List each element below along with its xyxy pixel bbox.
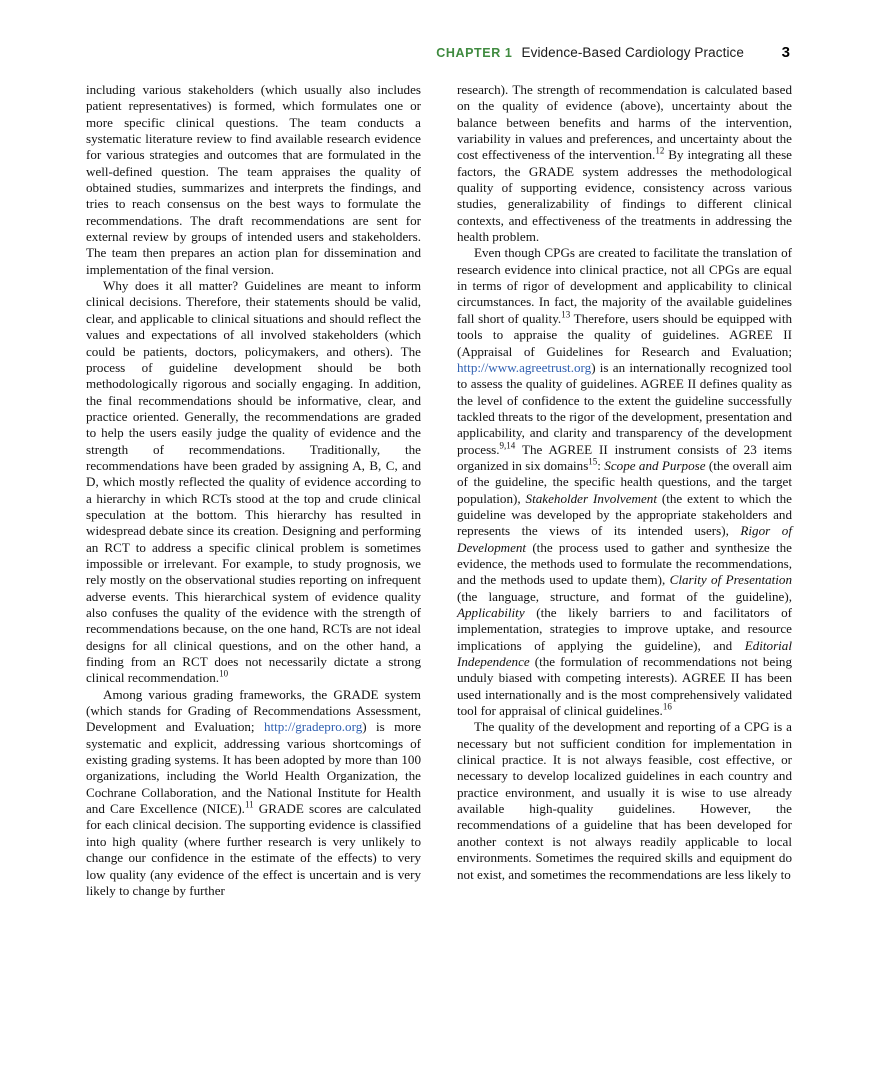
- paragraph-grade-system: [86, 687, 421, 899]
- footnote-ref-12: 12: [655, 146, 665, 157]
- paragraph-text-d: The AGREE II instrument consists of 23 items organized in six domains: [457, 441, 792, 473]
- domain-editorial-independence: Editorial Independence: [457, 637, 792, 670]
- domain-stakeholder-involvement: Stakeholder Involvement: [525, 490, 657, 506]
- paragraph-text-g: (the extent to which the guideline was developed by the appropriate stakeholders and represents the views of its intended users),: [457, 490, 792, 539]
- paragraph-text-j: (the likely barriers to and facilitators of implementation, strategies to improve uptake, and resource implications of applying the guideline), and: [457, 605, 792, 653]
- footnote-ref-13: 13: [561, 309, 571, 320]
- paragraph-text-f: (the overall aim of the guideline, the specific health questions, and the target population),: [457, 457, 792, 506]
- footnote-ref-11: 11: [244, 799, 254, 810]
- paragraph-text-h: (the process used to gather and synthesize the evidence, the methods used to formulate the recommendations, and the methods used to update them),: [457, 539, 792, 588]
- footnote-ref-16: 16: [662, 701, 672, 712]
- agreetrust-link[interactable]: http://www.agreetrust.org: [457, 359, 592, 375]
- gradepro-link[interactable]: http://gradepro.org: [263, 719, 363, 735]
- paragraph-text-b: ) is more systematic and explicit, addressing various shortcomings of existing grading systems. It has been adopted by more than 100 organizations, including the World Health Organization, the Cochrane Collaboration, and the National Institute for Health and Care Excellence (NICE).: [86, 719, 422, 817]
- footnote-ref-15: 15: [588, 456, 598, 467]
- paragraph-text-c: GRADE scores are calculated for each clinical decision. The supporting evidence is classified into high quality (where further research is very unlikely to change our confidence in the estimate of the effects) to very low quality (any evidence of the effect is uncertain and is very likely to change by further: [86, 801, 421, 898]
- left-column: [86, 82, 421, 899]
- paragraph-text-c: ) is an internationally recognized tool to assess the quality of guidelines. AGREE II defines quality as the level of confidence to the extent the guideline successfully tackled threats to the rigor of the development, presentation and applicability, and clarity and transparency of the development process.: [457, 359, 792, 457]
- footnote-ref-9-14: 9,14: [499, 440, 516, 451]
- paragraph-text-b: By integrating all these factors, the GRADE system addresses the methodological quality of supporting evidence, consistency across various studies, generalizability of findings to different clinical contexts, and effectiveness of the treatments in addressing the health problem.: [457, 147, 792, 245]
- domain-scope-and-purpose: Scope and Purpose: [604, 457, 706, 473]
- paragraph-text-k: (the formulation of recommendations not being unduly biased with competing interests). AGREE II has been used internationally and is the most comprehensively validated tool for appraisal of clinical guidelines.: [457, 654, 792, 719]
- paragraph-text-a: Even though CPGs are created to facilitate the translation of research evidence into clinical practice, not all CPGs are equal in terms of rigor of development and applicability to clinical circumstances. In fact, the majority of the available guidelines fall short of quality.: [457, 245, 792, 326]
- domain-rigor-of-development: Rigor of Development: [457, 523, 792, 555]
- header-title: Evidence-Based Cardiology Practice: [521, 45, 744, 60]
- paragraph-text-a: research). The strength of recommendation is calculated based on the quality of evidence (above), uncertainty about the balance between benefits and harms of the intervention, variability in values and preferences, and uncertainty about the cost effectiveness of the intervention.: [457, 82, 792, 163]
- chapter-label: CHAPTER 1: [436, 46, 513, 60]
- running-header: [86, 44, 790, 66]
- paragraph-text-a: Among various grading frameworks, the GRADE system (which stands for Grading of Recommendations Assessment, Development and Evaluation;: [86, 686, 421, 735]
- domain-clarity-of-presentation: Clarity of Presentation: [669, 572, 792, 588]
- paragraph-text: Why does it all matter? Guidelines are meant to inform clinical decisions. Therefore, their statements should be valid, clear, and applicable to clinical situations and should reflect the values and expectations of all involved stakeholders (which could be patients, doctors, policymakers, and others). The process of guideline development should be both methodologically rigorous and socially engaging. In addition, the final recommendations should be informative, clear, and practice oriented. Generally, the recommendations are graded to help the users easily judge the quality of evidence and the strength of recommendations. Traditionally, the recommendations have been graded by assigning A, B, C, and D, which mostly reflected the quality of evidence according to a hierarchy in which RCTs stood at the top and crude clinical speculation at the bottom. This hierarchy has resulted in widespread debate since its creation. Designing and performing an RCT to address a specific clinical problem is sometimes impossible or irrelevant. For example, to study prognosis, we rely mostly on the observational studies reporting on infrequent adverse events. This hierarchical system of evidence quality also confuses the quality of the evidence with the strength of recommendations because, on the one hand, RCTs are not ideal designs for all clinical questions, and on the other hand, a finding from an RCT does not necessarily dictate a strong clinical recommendation.: [86, 278, 421, 686]
- paragraph-agree-ii: [457, 245, 792, 719]
- paragraph-quality-of-development: The quality of the development and reporting of a CPG is a necessary but not sufficient condition for implementation in clinical practice. It is not always feasible, cost effective, or necessary to develop localized guidelines in each country and practice environment, and usually it is wise to use already available high-quality guidelines. However, the recommendations of a guideline that has been developed for another context is not always readily applicable to local environments. Sometimes the required skills and equipment do not exist, and sometimes the recommendations are less likely to: [457, 719, 792, 882]
- domain-applicability: Applicability: [457, 605, 525, 620]
- page-number: 3: [781, 44, 790, 61]
- paragraph-why-does-it-matter: [86, 278, 421, 687]
- paragraph-text-i: (the language, structure, and format of the guideline),: [457, 588, 792, 604]
- paragraph-text-b: Therefore, users should be equipped with tools to appraise the quality of guidelines. AGREE II (Appraisal of Guidelines for Research and Evaluation;: [457, 310, 792, 359]
- paragraph-strength-of-recommendation: [457, 82, 792, 245]
- paragraph-continuation: including various stakeholders (which usually also includes patient representatives) is formed, which formulates one or more specific clinical questions. The team conducts a systematic literature review to find available research evidence for various strategies and outcomes that are formulated in the well-defined question. The team appraises the quality of obtained studies, summarizes and interprets the findings, and tries to reach consensus on the best ways to formulate the recommendations. The draft recommendations are sent for external review by groups of intended users and stakeholders. The team then prepares an action plan for dissemination and implementation of the final version.: [86, 82, 421, 277]
- right-column: [457, 82, 792, 899]
- body-columns: [86, 82, 792, 899]
- footnote-ref-10: 10: [219, 669, 229, 680]
- paragraph-text-e: :: [597, 457, 605, 473]
